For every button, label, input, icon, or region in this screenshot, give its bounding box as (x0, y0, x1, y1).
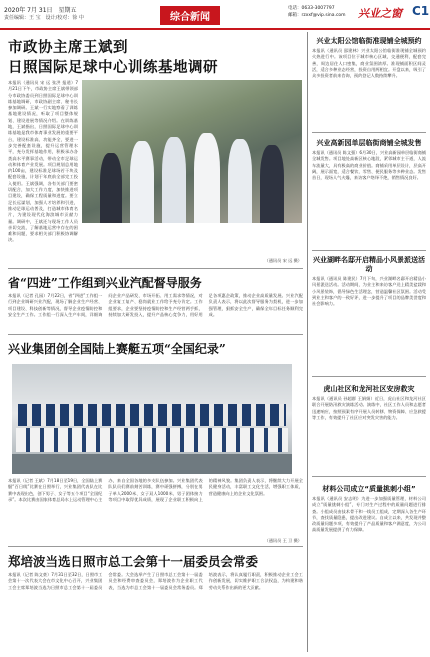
divider (312, 250, 426, 251)
lead-body-col3 (198, 226, 302, 260)
right-body-4: 本报讯（通讯员 孙超群 王娟娟）近日，虎山社区和龙河社区联合开展防汛救灾演练活动。演练中，社区工作人员和志愿者迅速响应，按照预案有序开展人员转移、物资保障、应急救援等工作，有效提升了社区应对突发灾害的能力。 (312, 396, 426, 420)
page-number: C1 (412, 4, 430, 18)
article3-title: 兴业集团创全国陆上赛艇五项“全国纪录” (8, 342, 226, 356)
right-body-3: 本报讯（通讯员 陈建民）7月下旬，兴业湖畔名邸开启精品小风景派送活动。活动期间，为业主和来访客户送上精美盆栽和小风景装饰，倡导绿色生活理念，营造温馨社区氛围。活动受到业主和客户的一致好评，进一步提升了项目的品牌美誉度和社会影响力。 (312, 276, 426, 307)
right-title-1: 兴业太阳公馆临街准现铺全城预约 (316, 37, 422, 45)
lead-caption: （通讯员 宋 远 摄） (264, 258, 302, 263)
article2-body: 本报讯（记者 孔园）7月22日，省“四进”工作组一行到企业调研兴业汽配，现场了解企业生产经营、项目建设、科技创新等情况，督导企业疫情防控和安全生产工作。工作组一行深入生产车间，详细询问企业产品研发、市场开拓、用工需求等情况，对企业复工复产、稳岗就业工作给予充分肯定。工作组要求，企业要坚持疫情防控和生产经营两手抓，持续加大研发投入，提升产品核心竞争力，用好用足各项惠企政策，推动企业高质量发展。兴业汽配负责人表示，将以此次督导服务为契机，进一步加强管理，狠抓安全生产，确保全年目标任务顺利完成。 (8, 293, 303, 317)
phone: 电话：0633-3007797 (288, 6, 335, 11)
divider (8, 268, 303, 269)
lead-title-line2: 日照国际足球中心训练基地调研 (8, 59, 218, 76)
newspaper-logo: 兴业之窗 (358, 7, 402, 20)
article4-title: 郑培波当选日照市总工会第十一届委员会常委 (8, 554, 259, 569)
right-body-5: 本报讯（通讯员 安志明）为进一步加强质量管理，材料公司成立“质量挑刺小组”，专门对生产过程中的质量问题进行排查。小组成员由技术骨干和一线员工组成，定期深入各生产环节，查找质量隐患，提出改进建议。自成立以来，共发现并整改质量问题多项，有效提升了产品质量和客户满意度，为公司高质量发展提供了有力保障。 (312, 496, 426, 533)
column-divider (307, 32, 308, 652)
article3-caption: （通讯员 王 卫 摄） (264, 538, 302, 543)
divider (312, 132, 426, 133)
lead-body-col2 (82, 226, 194, 264)
divider (312, 376, 426, 377)
right-title-3: 兴业湖畔名邸开启精品小风景派送活动 (313, 256, 425, 273)
lead-body: 本报讯（通讯员 宋 远 张洪 报道）7月21日下午，市政协主席王斌带领部分市政协委员到日照国际足球中心训练基地调研，市政协副主席、秘书长参加调研。王斌一行实地察看了训练基地建设情况，听取了项目整体规划、建设进展等情况介绍。在训练基地，王斌指出，日照国际足球中心训练基地是我市体育事业发展的重要平台，建设标准高、功能齐全，要进一步完善配套设施，提升运营管理水平，充分发挥基地作用，积极承办各类高水平赛事活动，带动全市足球运动和体育产业发展。项目规划总用地约100亩，建设标准足球场若干块及配套设施，计划于年底前全部完工投入使用。王斌强调，各有关部门要密切配合，加大工作力度，加快推进项目建设，确保工程质量和进度。要立足长远谋划，加强人才培养和引进，推动足球运动普及，打造城市体育名片，为建设现代化海滨城市贡献力量。调研中，王斌还与现场工作人员亲切交流，了解基地运营中存在的困难和问题，要求相关部门积极协调解决。 (8, 80, 78, 243)
right-body-1: 本报讯（通讯员 邵建林）兴业太阳公馆临街准现铺全城预约火热进行中。该项目位于城市核心区域，交通便利，配套完善，周边居住人口密集，商业氛围浓厚。准现铺面积区间灵活，适合多种业态经营，投资自用两相宜。开盘以来，吸引了众多投资者前来咨询，预约登记人数持续攀升。 (312, 48, 426, 79)
right-title-5: 材料公司成立“质量挑刺小组” (322, 485, 416, 493)
lead-title-line1: 市政协主席王斌到 (8, 39, 128, 56)
divider (8, 334, 303, 335)
section-title: 综合新闻 (160, 6, 220, 25)
right-body-2: 本报讯（通讯员 陈文强）6月30日，兴业高新园单层临街商铺全城发售。项目地处高新区核心地段，紧邻城市主干道，人流车流量大，具有极高的商业价值。商铺采用单层设计，层高开阔，展示面宽，适合餐饮、零售、便民服务等多种业态。发售首日，现场人气火爆，来访客户络绎不绝，销售情况良好。 (312, 150, 426, 181)
contact-info (288, 5, 346, 19)
article3-team-photo (12, 364, 292, 474)
masthead (0, 0, 430, 30)
article3-body: 本报讯（记者 王斌）7月18日至19日，全国陆上赛艇“百日线”比赛在日照举行，兴业集团代表队在比赛中表现出色，创下男子、女子等五个项目“全国纪录”。本次比赛由国家体育总局水上运动管理中心主办，来自全国各地的多支队伍参加。兴业集团代表队队员们赛前刻苦训练，赛中顽强拼搏，分别在男子单人2000米、女子双人1000米、男子团体接力等项目中取得优异成绩，展现了企业职工积极向上的精神风貌。集团负责人表示，将继续大力开展全民健身活动，丰富职工文化生活，增强职工体质，营造健康向上的企业文化氛围。 (8, 478, 303, 502)
divider (312, 476, 426, 477)
right-title-2: 兴业高新园单层临街商铺全城发售 (316, 139, 422, 147)
article4-body: 本报讯（记者 陈文豪）7月31日至32日，日照市工会第十一次代表大会在市文化中心召开，兴业集团工会主席郑培波当选为日照市总工会第十一届委员会常委。大会选举产生了日照市总工会第十一届委员会和经费审查委员会，郑培波作为企业职工代表，当选为市总工会第十一届委员会常务委员。郑培波表示，将认真履行职责，积极推动企业工会工作创新发展，切实维护职工合法权益，为构建和谐劳动关系作出新的更大贡献。 (8, 572, 303, 590)
email: 邮箱：rzxxf@vip.sina.com (288, 13, 346, 18)
divider (8, 546, 303, 547)
right-title-4: 虎山社区和龙河社区安房救灾 (323, 385, 415, 393)
article2-title: 省“四进”工作组到兴业汽配督导服务 (8, 276, 202, 290)
lead-photo (82, 80, 302, 223)
header-rule (0, 28, 430, 30)
date-line: 2020年 7月 31日 星期五 (4, 7, 77, 14)
editor-line: 责任编辑：王 宝 设计/校对：徐 中 (4, 15, 84, 21)
